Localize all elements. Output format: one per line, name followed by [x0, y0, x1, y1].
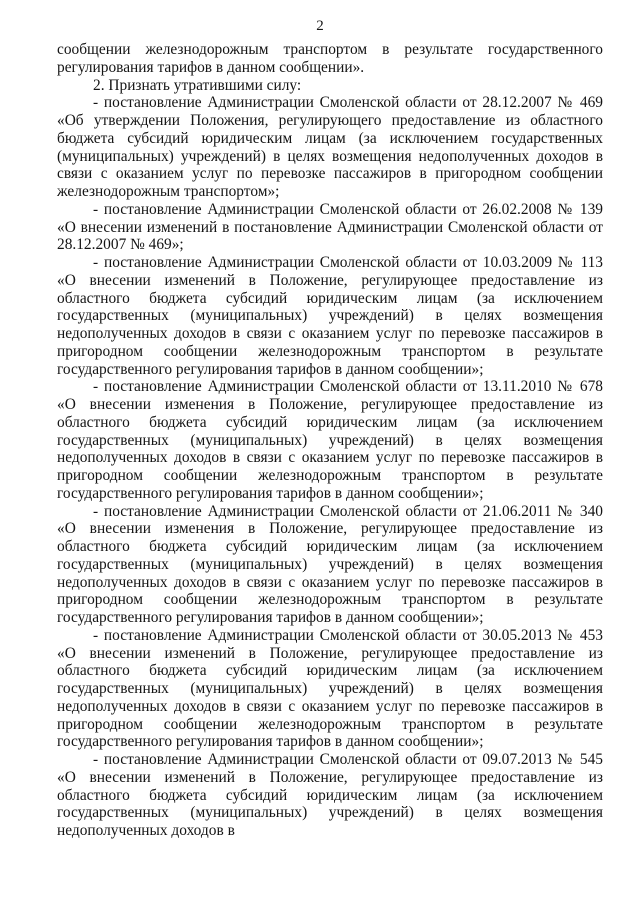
paragraph: - постановление Администрации Смоленской области от 21.06.2011 № 340 «О внесении изменения в Положение, регулирующее предоставление из областного бюджета субсидий юридическим лицам (за исключением государственных (муниципальных) учреждений) в целях возмещения недополученных доходов в связи с оказанием услуг по перевозке пассажиров в пригородном сообщении железнодорожным транспортом в результате государственного регулирования тарифов в данном сообщении»;: [57, 502, 603, 626]
paragraph: - постановление Администрации Смоленской области от 28.12.2007 № 469 «Об утверждении Положения, регулирующего предоставление из областного бюджета субсидий юридическим лицам (за исключением государственных (муниципальных) учреждений) в целях возмещения недополученных доходов в связи с оказанием услуг по перевозке пассажиров в пригородном сообщении железнодорожным транспортом»;: [57, 94, 603, 200]
paragraph: сообщении железнодорожным транспортом в результате государственного регулирования тарифов в данном сообщении».: [57, 41, 603, 76]
paragraph: - постановление Администрации Смоленской области от 10.03.2009 № 113 «О внесении изменений в Положение, регулирующее предоставление из областного бюджета субсидий юридическим лицам (за исключением государственных (муниципальных) учреждений) в целях возмещения недополученных доходов в связи с оказанием услуг по перевозке пассажиров в пригородном сообщении железнодорожным транспортом в результате государственного регулирования тарифов в данном сообщении»;: [57, 254, 603, 378]
paragraph: - постановление Администрации Смоленской области от 13.11.2010 № 678 «О внесении изменения в Положение, регулирующее предоставление из областного бюджета субсидий юридическим лицам (за исключением государственных (муниципальных) учреждений) в целях возмещения недополученных доходов в связи с оказанием услуг по перевозке пассажиров в пригородном сообщении железнодорожным транспортом в результате государственного регулирования тарифов в данном сообщении»;: [57, 378, 603, 502]
paragraph: - постановление Администрации Смоленской области от 26.02.2008 № 139 «О внесении изменений в постановление Администрации Смоленской области от 28.12.2007 № 469»;: [57, 200, 603, 254]
document-body: [57, 41, 603, 840]
page-number: 2: [316, 18, 324, 34]
paragraph: - постановление Администрации Смоленской области от 09.07.2013 № 545 «О внесении изменений в Положение, регулирующее предоставление из областного бюджета субсидий юридическим лицам (за исключением государственных (муниципальных) учреждений) в целях возмещения недополученных доходов в: [57, 751, 603, 839]
paragraph: - постановление Администрации Смоленской области от 30.05.2013 № 453 «О внесении изменений в Положение, регулирующее предоставление из областного бюджета субсидий юридическим лицам (за исключением государственных (муниципальных) учреждений) в целях возмещения недополученных доходов в связи с оказанием услуг по перевозке пассажиров в пригородном сообщении железнодорожным транспортом в результате государственного регулирования тарифов в данном сообщении»;: [57, 626, 603, 751]
paragraph: 2. Признать утратившими силу:: [93, 76, 302, 94]
